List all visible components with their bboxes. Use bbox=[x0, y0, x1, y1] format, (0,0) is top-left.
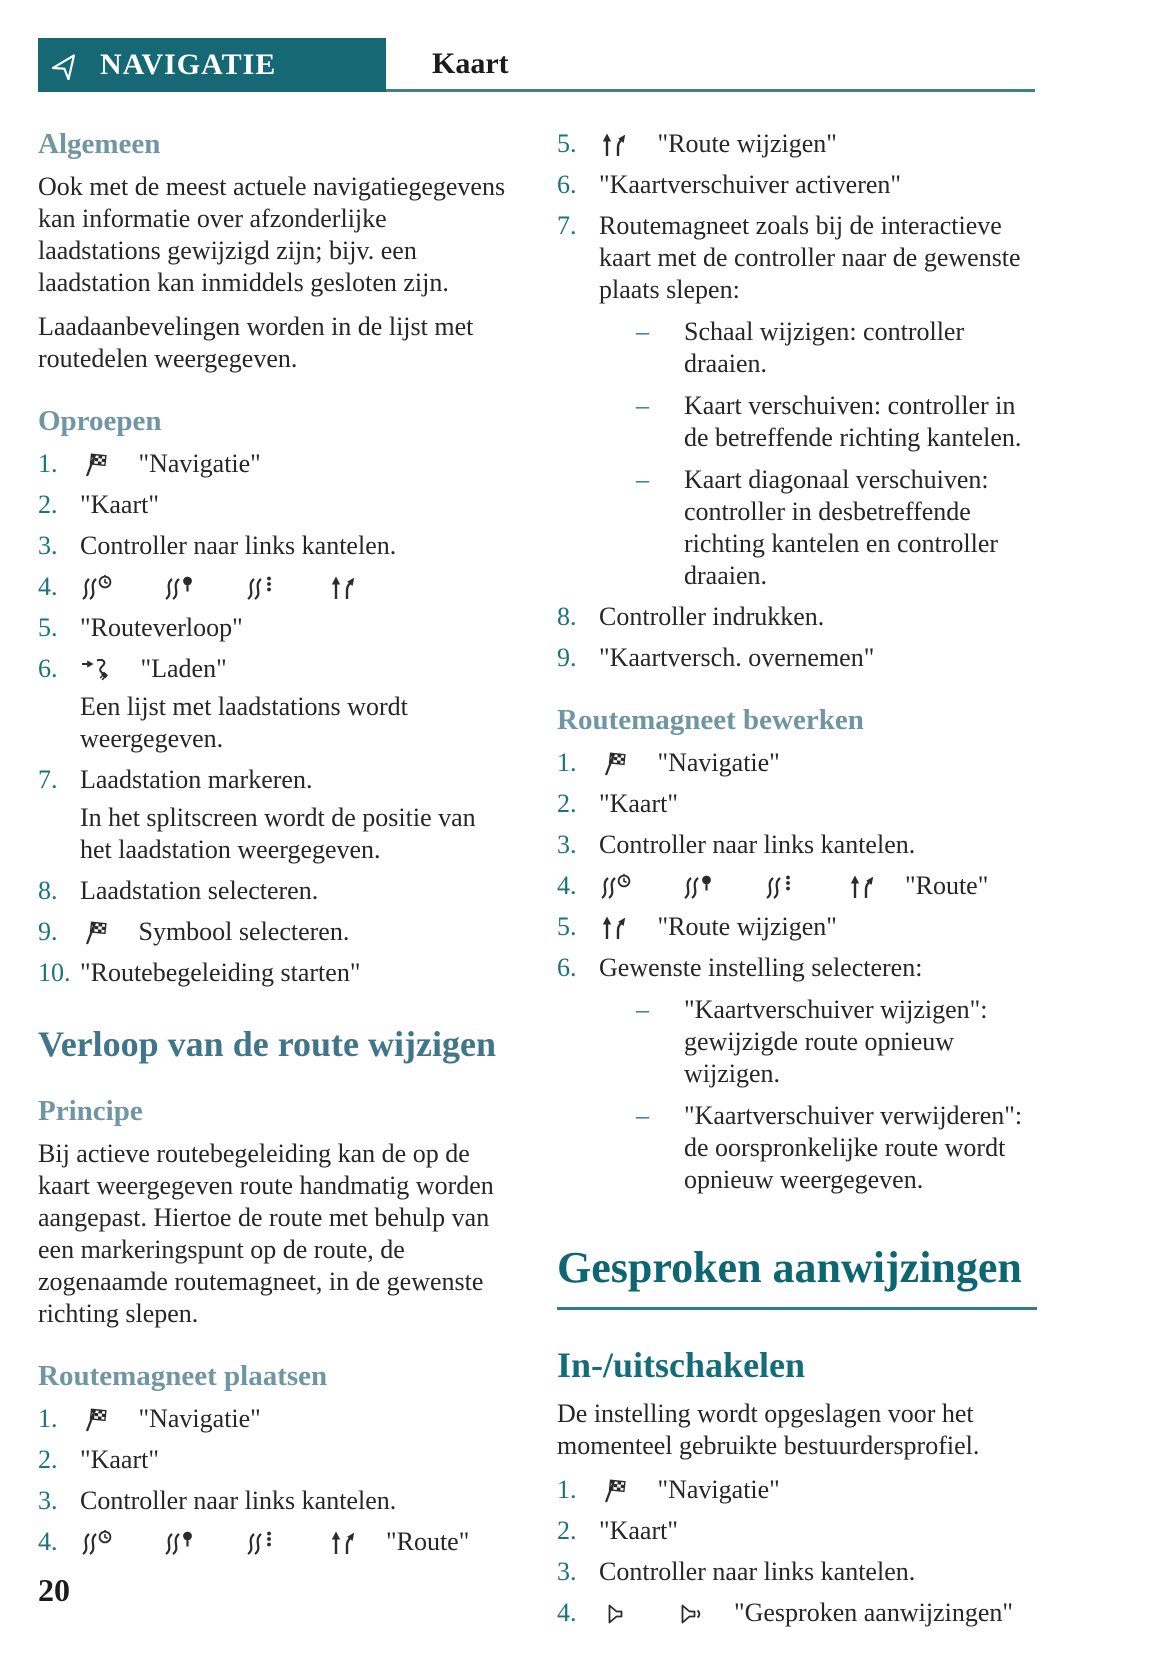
list-item bbox=[557, 911, 1037, 943]
dash-item bbox=[636, 1100, 1037, 1196]
route-dots-icon bbox=[764, 872, 798, 900]
list-text: Controller naar links kantelen. bbox=[599, 1557, 916, 1586]
list-number: 3. bbox=[38, 1486, 58, 1515]
list-note: In het splitscreen wordt de positie van het laadstation weergegeven. bbox=[80, 803, 476, 864]
list-item bbox=[557, 210, 1037, 592]
checkered-flag-icon bbox=[599, 749, 627, 777]
list-item bbox=[38, 653, 513, 755]
list-text: "Navigatie" bbox=[138, 449, 261, 478]
list-text: "Kaartverschuiver activeren" bbox=[599, 170, 902, 199]
list-text: Controller naar links kantelen. bbox=[80, 531, 397, 560]
list-number: 3. bbox=[557, 830, 577, 859]
list-number: 1. bbox=[557, 748, 577, 777]
route-pin-icon bbox=[682, 872, 716, 900]
section-tab bbox=[386, 38, 1035, 92]
list-text: "Kaartversch. overnemen" bbox=[599, 643, 875, 672]
list-item bbox=[557, 952, 1037, 1196]
list-item bbox=[38, 530, 513, 562]
list-text: Laadstation selecteren. bbox=[80, 876, 319, 905]
list-number: 1. bbox=[557, 1475, 577, 1504]
checkered-flag-icon bbox=[80, 918, 108, 946]
dash-bullet: – bbox=[636, 1101, 649, 1130]
list-text: "Kaart" bbox=[599, 789, 678, 818]
list-text: Laadstation markeren. bbox=[80, 765, 313, 794]
dash-item bbox=[636, 464, 1037, 592]
list-number: 8. bbox=[557, 602, 577, 631]
heading-in-uitschakelen: In-/uitschakelen bbox=[557, 1345, 806, 1385]
list-number: 7. bbox=[557, 211, 577, 240]
dash-item bbox=[636, 316, 1037, 380]
checkered-flag-icon bbox=[599, 1476, 627, 1504]
list-item bbox=[38, 1444, 513, 1476]
left-column bbox=[38, 128, 513, 1638]
list-number: 4. bbox=[38, 572, 58, 601]
paragraph: Bij actieve routebegeleiding kan de op de kaart weergegeven route handmatig worden aangepast. Hiertoe de route met behulp van een markeringspunt op de route, de zogenaamde routemagneet, in de gewenste richting slepen. bbox=[38, 1139, 494, 1328]
list-text: "Kaart" bbox=[80, 1445, 159, 1474]
list-item bbox=[557, 829, 1037, 861]
heading-algemeen: Algemeen bbox=[38, 128, 161, 160]
dash-text: Kaart verschuiven: controller in de betreffende richting kantelen. bbox=[684, 391, 1022, 452]
charging-icon bbox=[80, 655, 110, 683]
dash-text: "Kaartverschuiver wijzigen": gewijzigde route opnieuw wijzigen. bbox=[684, 995, 988, 1088]
list-item bbox=[557, 1556, 1037, 1588]
speaker-icon bbox=[599, 1601, 625, 1627]
list-item bbox=[557, 788, 1037, 820]
route-timer-icon bbox=[80, 573, 114, 601]
list-number: 7. bbox=[38, 765, 58, 794]
list-text: "Gesproken aanwijzingen" bbox=[734, 1598, 1013, 1627]
list-item bbox=[557, 128, 1037, 160]
list-number: 4. bbox=[38, 1527, 58, 1556]
checkered-flag-icon bbox=[80, 1405, 108, 1433]
list-item bbox=[38, 448, 513, 480]
list-item bbox=[557, 1515, 1037, 1547]
list-number: 6. bbox=[38, 654, 58, 683]
list-text: "Navigatie" bbox=[657, 1475, 780, 1504]
list-item bbox=[38, 612, 513, 644]
route-timer-icon bbox=[599, 872, 633, 900]
list-item bbox=[557, 747, 1037, 779]
chapter-banner-label: NAVIGATIE bbox=[100, 48, 277, 81]
list-number: 10. bbox=[38, 958, 71, 987]
heading-principe: Principe bbox=[38, 1095, 143, 1127]
list-number: 2. bbox=[557, 1516, 577, 1545]
dash-item bbox=[636, 390, 1037, 454]
list-number: 2. bbox=[557, 789, 577, 818]
dash-bullet: – bbox=[636, 391, 649, 420]
list-number: 9. bbox=[557, 643, 577, 672]
list-text: "Navigatie" bbox=[657, 748, 780, 777]
list-text: "Routebegeleiding starten" bbox=[80, 958, 361, 987]
speaker-sound-icon bbox=[674, 1601, 704, 1627]
dash-text: "Kaartverschuiver verwijderen": de oorspronkelijke route wordt opnieuw weergegeven. bbox=[684, 1101, 1023, 1194]
paragraph: De instelling wordt opgeslagen voor het momenteel gebruikte bestuurdersprofiel. bbox=[557, 1399, 980, 1460]
route-pin-icon bbox=[163, 573, 197, 601]
list-number: 8. bbox=[38, 876, 58, 905]
checkered-flag-icon bbox=[80, 450, 108, 478]
list-number: 6. bbox=[557, 953, 577, 982]
navigation-arrow-icon bbox=[52, 50, 82, 80]
two-column-layout bbox=[38, 128, 1165, 1638]
list-text: "Routeverloop" bbox=[80, 613, 243, 642]
list-item bbox=[38, 571, 513, 603]
route-dots-icon bbox=[245, 573, 279, 601]
list-item bbox=[38, 764, 513, 866]
list-text: "Route" bbox=[905, 871, 989, 900]
list-number: 4. bbox=[557, 871, 577, 900]
list-item bbox=[557, 601, 1037, 633]
dash-text: Schaal wijzigen: controller draaien. bbox=[684, 317, 965, 378]
route-arrows-icon bbox=[599, 913, 627, 941]
route-arrows-icon bbox=[328, 1528, 356, 1556]
list-text: "Laden" bbox=[140, 654, 227, 683]
list-text: Controller naar links kantelen. bbox=[80, 1486, 397, 1515]
list-note: Een lijst met laadstations wordt weergegeven. bbox=[80, 692, 408, 753]
list-text: "Route wijzigen" bbox=[657, 129, 837, 158]
heading-routemagneet-bewerken: Routemagneet bewerken bbox=[557, 704, 864, 736]
section-tab-label: Kaart bbox=[432, 46, 509, 80]
list-text: "Route" bbox=[386, 1527, 470, 1556]
list-item bbox=[38, 1403, 513, 1435]
list-item bbox=[557, 1474, 1037, 1506]
page-number: 20 bbox=[38, 1572, 70, 1608]
heading-routemagneet-plaatsen: Routemagneet plaatsen bbox=[38, 1360, 328, 1392]
list-number: 5. bbox=[38, 613, 58, 642]
list-item bbox=[38, 875, 513, 907]
dash-bullet: – bbox=[636, 995, 649, 1024]
list-number: 1. bbox=[38, 449, 58, 478]
route-arrows-icon bbox=[847, 872, 875, 900]
list-text: "Kaart" bbox=[599, 1516, 678, 1545]
list-number: 1. bbox=[38, 1404, 58, 1433]
list-item bbox=[557, 1597, 1037, 1629]
list-number: 9. bbox=[38, 917, 58, 946]
list-number: 2. bbox=[38, 490, 58, 519]
list-number: 6. bbox=[557, 170, 577, 199]
right-column bbox=[557, 128, 1037, 1638]
route-pin-icon bbox=[163, 1528, 197, 1556]
list-item bbox=[38, 1526, 513, 1558]
page-header bbox=[38, 38, 1035, 92]
list-number: 3. bbox=[557, 1557, 577, 1586]
list-number: 5. bbox=[557, 912, 577, 941]
list-item bbox=[557, 169, 1037, 201]
list-item bbox=[38, 916, 513, 948]
list-text: Controller naar links kantelen. bbox=[599, 830, 916, 859]
list-number: 5. bbox=[557, 129, 577, 158]
dash-bullet: – bbox=[636, 465, 649, 494]
list-number: 2. bbox=[38, 1445, 58, 1474]
list-text: Symbool selecteren. bbox=[138, 917, 350, 946]
list-item bbox=[38, 957, 513, 989]
paragraph: Ook met de meest actuele navigatiegegevens kan informatie over afzonderlijke laadstations gewijzigd zijn; bijv. een laadstation kan inmiddels gesloten zijn. bbox=[38, 172, 506, 297]
list-text: Routemagneet zoals bij de interactieve kaart met de controller naar de gewenste plaats slepen: bbox=[599, 211, 1021, 304]
heading-gesproken-aanwijzingen: Gesproken aanwijzingen bbox=[557, 1242, 1037, 1310]
list-text: Gewenste instelling selecteren: bbox=[599, 953, 923, 982]
route-timer-icon bbox=[80, 1528, 114, 1556]
list-item bbox=[38, 1485, 513, 1517]
list-text: Controller indrukken. bbox=[599, 602, 825, 631]
dash-item bbox=[636, 994, 1037, 1090]
list-text: "Kaart" bbox=[80, 490, 159, 519]
paragraph: Laadaanbevelingen worden in de lijst met routedelen weergegeven. bbox=[38, 312, 474, 373]
route-arrows-icon bbox=[328, 573, 356, 601]
list-text: "Route wijzigen" bbox=[657, 912, 837, 941]
list-item bbox=[38, 489, 513, 521]
route-arrows-icon bbox=[599, 130, 627, 158]
heading-verloop: Verloop van de route wijzigen bbox=[38, 1024, 496, 1064]
heading-oproepen: Oproepen bbox=[38, 405, 162, 437]
list-number: 4. bbox=[557, 1598, 577, 1627]
list-item bbox=[557, 642, 1037, 674]
dash-bullet: – bbox=[636, 317, 649, 346]
list-item bbox=[557, 870, 1037, 902]
route-dots-icon bbox=[245, 1528, 279, 1556]
list-number: 3. bbox=[38, 531, 58, 560]
dash-text: Kaart diagonaal verschuiven: controller in desbetreffende richting kantelen en controller draaien. bbox=[684, 465, 999, 590]
list-text: "Navigatie" bbox=[138, 1404, 261, 1433]
chapter-banner bbox=[38, 38, 386, 92]
